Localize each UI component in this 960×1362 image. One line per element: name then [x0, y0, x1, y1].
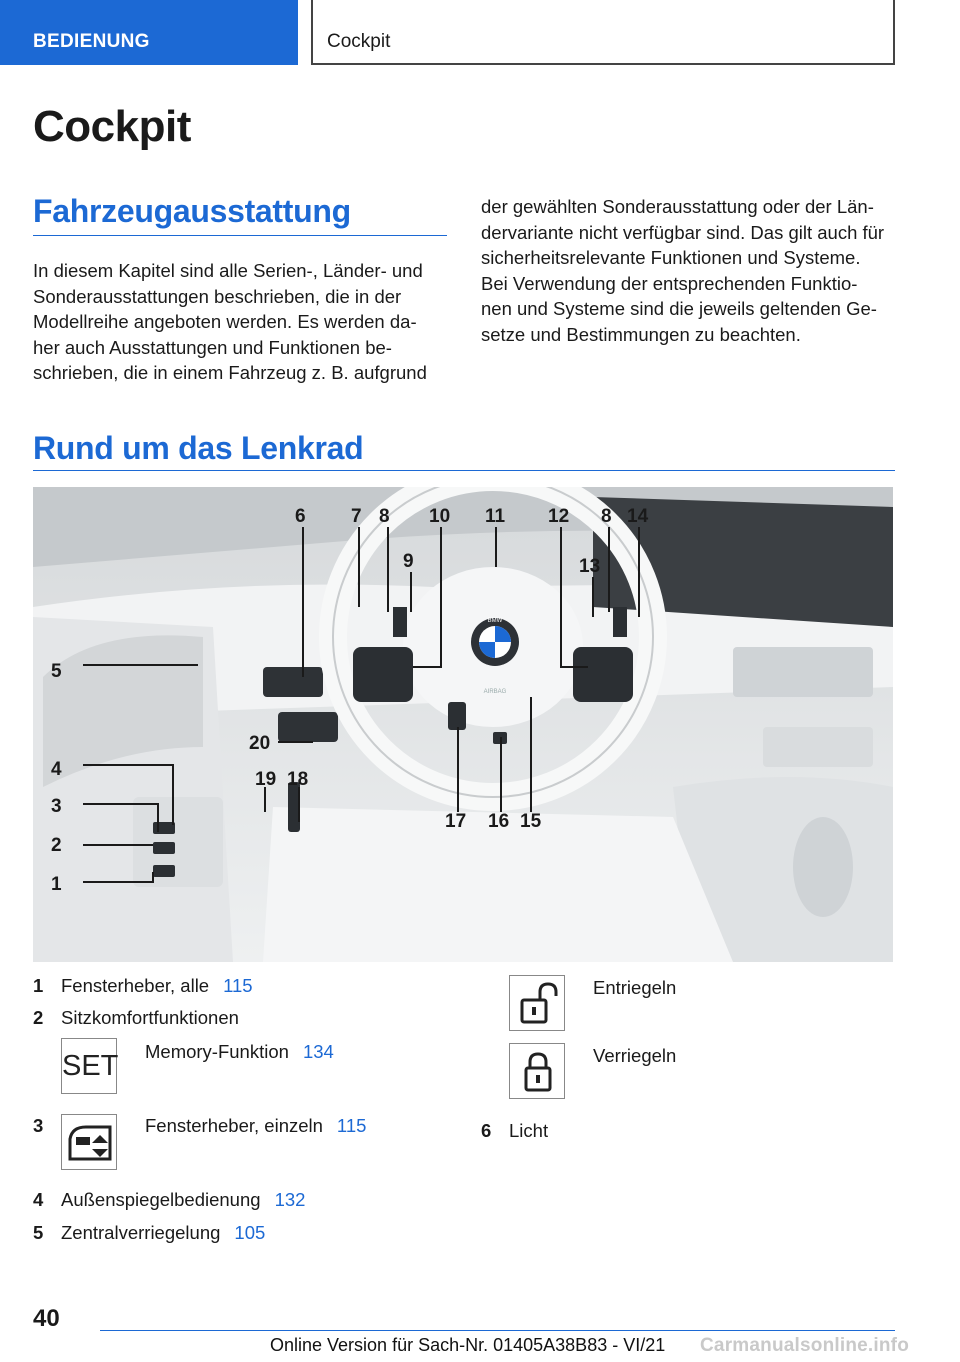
callout-16: 16 — [488, 811, 510, 832]
legend-number: 2 — [33, 1007, 44, 1028]
window-lift-icon — [61, 1114, 117, 1170]
page-reference-link[interactable]: 115 — [223, 975, 253, 996]
legend-text: Außenspiegelbedienung — [61, 1189, 261, 1210]
page-title: Cockpit — [33, 102, 191, 151]
legend-number: 6 — [481, 1120, 492, 1141]
callout-6: 6 — [295, 506, 306, 527]
callout-8: 8 — [379, 506, 390, 527]
text-line: Bei Verwendung der entsprechenden Funktio- — [481, 272, 858, 294]
legend-item-3-label — [145, 1115, 366, 1137]
legend-text: Sitzkomfortfunktionen — [61, 1007, 239, 1028]
callout-20: 20 — [249, 733, 271, 754]
callout-18: 18 — [287, 769, 309, 790]
section-title-fahrzeugausstattung: Fahrzeugausstattung — [33, 193, 351, 229]
section-title-lenkrad: Rund um das Lenkrad — [33, 430, 364, 466]
callout-5: 5 — [51, 661, 62, 682]
unlock-icon — [509, 975, 565, 1031]
callout-2: 2 — [51, 835, 62, 856]
legend-left — [33, 975, 473, 1255]
page-reference-link[interactable]: 134 — [302, 1041, 334, 1062]
legend-text: Fensterheber, einzeln — [145, 1115, 323, 1136]
callout-10: 10 — [429, 506, 451, 527]
watermark: Carmanualsonline.info — [700, 1335, 910, 1356]
bmw-logo-text: BMW — [487, 618, 503, 624]
page-reference-link[interactable]: 115 — [336, 1115, 367, 1136]
legend-unlock-label: Entriegeln — [593, 977, 677, 998]
airbag-label: AIRBAG — [483, 689, 507, 695]
text-line: der gewählten Sonderausstattung oder der Län- — [481, 196, 874, 217]
legend-right — [481, 975, 901, 1175]
text-line: In diesem Kapitel sind alle Serien-, Länder- und — [33, 260, 423, 281]
callout-7: 7 — [351, 506, 362, 527]
footer-online-version: Online Version für Sach-Nr. 01405A38B83 - VI/21 — [270, 1335, 666, 1355]
callout-12: 12 — [548, 506, 570, 527]
set-icon — [61, 1038, 117, 1094]
text-line: Sonderausstattungen beschrieben, die in der — [33, 285, 402, 307]
text-line: Modellreihe angeboten werden. Es werden da- — [33, 311, 417, 333]
footer-rule — [100, 1330, 895, 1331]
header-section-tab: BEDIENUNG — [0, 0, 298, 65]
callout-15: 15 — [520, 811, 542, 832]
callout-14: 14 — [627, 506, 649, 527]
legend-number: 3 — [33, 1115, 44, 1136]
legend-text: Fensterheber, alle — [61, 975, 210, 996]
intro-paragraph-col2 — [481, 194, 901, 348]
callout-17: 17 — [445, 811, 467, 832]
intro-paragraph-col1 — [33, 258, 453, 386]
legend-text: Zentralverriegelung — [61, 1222, 221, 1243]
text-line: setze und Bestimmungen zu beachten. — [481, 323, 801, 345]
legend-number: 1 — [33, 975, 44, 996]
callout-11: 11 — [485, 506, 506, 527]
set-icon-label: SET — [62, 1050, 119, 1082]
legend-text: Memory-Funktion — [145, 1041, 289, 1062]
page-reference-link[interactable]: 132 — [274, 1189, 306, 1210]
callout-1: 1 — [51, 874, 62, 895]
text-line: dervariante nicht verfügbar sind. Das gilt auch für — [481, 221, 885, 243]
text-line: her auch Ausstattungen und Funktionen be- — [33, 336, 392, 358]
text-line: schrieben, die in einem Fahrzeug z. B. aufgrund — [33, 362, 427, 384]
callout-19: 19 — [255, 769, 277, 790]
legend-text: Licht — [509, 1120, 549, 1141]
text-line: nen und Systeme sind die jeweils geltenden Ge- — [481, 298, 877, 320]
page-number: 40 — [33, 1305, 60, 1332]
lock-icon — [509, 1043, 565, 1099]
section-rule — [33, 470, 895, 471]
callout-9: 9 — [403, 551, 414, 572]
legend-number: 5 — [33, 1222, 44, 1243]
callout-3: 3 — [51, 796, 62, 817]
header-chapter-tab: Cockpit — [311, 0, 895, 65]
page-reference-link[interactable]: 105 — [234, 1222, 266, 1243]
callout-4: 4 — [51, 759, 62, 780]
legend-lock-label: Verriegeln — [593, 1045, 677, 1066]
callout-8b: 8 — [601, 506, 612, 527]
callout-13: 13 — [579, 556, 601, 577]
legend-number: 4 — [33, 1189, 44, 1210]
text-line: sicherheitsrelevante Funktionen und Systeme. — [481, 247, 861, 269]
cockpit-image — [33, 487, 893, 962]
legend-subitem-memory — [145, 1041, 334, 1063]
cockpit-illustration — [33, 487, 893, 962]
section-rule — [33, 235, 447, 236]
